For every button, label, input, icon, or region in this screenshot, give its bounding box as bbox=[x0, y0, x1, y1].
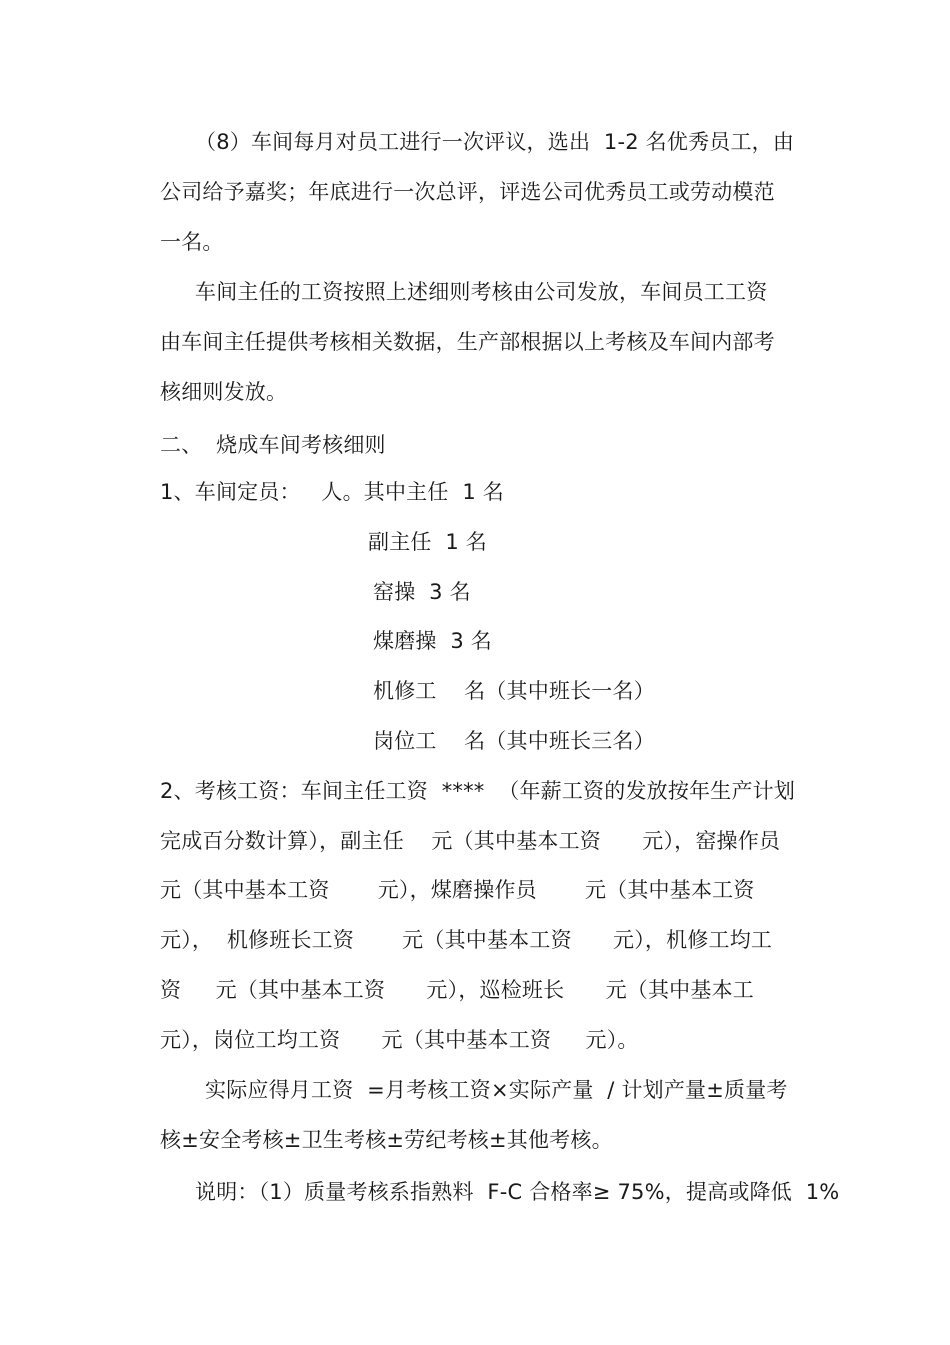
paragraph-line: （8）车间每月对员工进行一次评议，选出 1-2 名优秀员工，由 bbox=[195, 130, 795, 154]
paragraph-line: 核±安全考核±卫生考核±劳纪考核±其他考核。 bbox=[160, 1128, 613, 1152]
paragraph-line: 实际应得月工资 =月考核工资×实际产量 / 计划产量±质量考 bbox=[205, 1078, 788, 1102]
paragraph-line: 说明：（1）质量考核系指熟料 F-C 合格率≥ 75%，提高或降低 1% bbox=[195, 1180, 840, 1204]
paragraph-line: 核细则发放。 bbox=[160, 380, 288, 404]
paragraph-line: 资 元（其中基本工资 元），巡检班长 元（其中基本工 bbox=[160, 978, 754, 1002]
list-item: 煤磨操 3 名 bbox=[373, 629, 492, 653]
list-item: 机修工 名（其中班长一名） bbox=[373, 679, 655, 703]
paragraph-line: 元（其中基本工资 元），煤磨操作员 元（其中基本工资 bbox=[160, 878, 755, 902]
list-item: 副主任 1 名 bbox=[368, 530, 487, 554]
paragraph-line: 公司给予嘉奖；年底进行一次总评，评选公司优秀员工或劳动模范 bbox=[160, 180, 775, 204]
paragraph-line: 车间主任的工资按照上述细则考核由公司发放，车间员工工资 bbox=[195, 280, 768, 304]
paragraph-line: 一名。 bbox=[160, 230, 224, 254]
list-item: 窑操 3 名 bbox=[373, 580, 471, 604]
section-heading: 二、 烧成车间考核细则 bbox=[160, 433, 386, 457]
list-item: 岗位工 名（其中班长三名） bbox=[373, 729, 655, 753]
paragraph-line: 元）， 机修班长工资 元（其中基本工资 元），机修工均工 bbox=[160, 928, 773, 952]
list-item: 1、车间定员： 人。其中主任 1 名 bbox=[160, 480, 504, 504]
paragraph-line: 2、考核工资：车间主任工资 **** （年薪工资的发放按年生产计划 bbox=[160, 779, 796, 803]
paragraph-line: 元），岗位工均工资 元（其中基本工资 元）。 bbox=[160, 1028, 639, 1052]
paragraph-line: 完成百分数计算），副主任 元（其中基本工资 元），窑操作员 bbox=[160, 829, 781, 853]
paragraph-line: 由车间主任提供考核相关数据，生产部根据以上考核及车间内部考 bbox=[160, 330, 775, 354]
